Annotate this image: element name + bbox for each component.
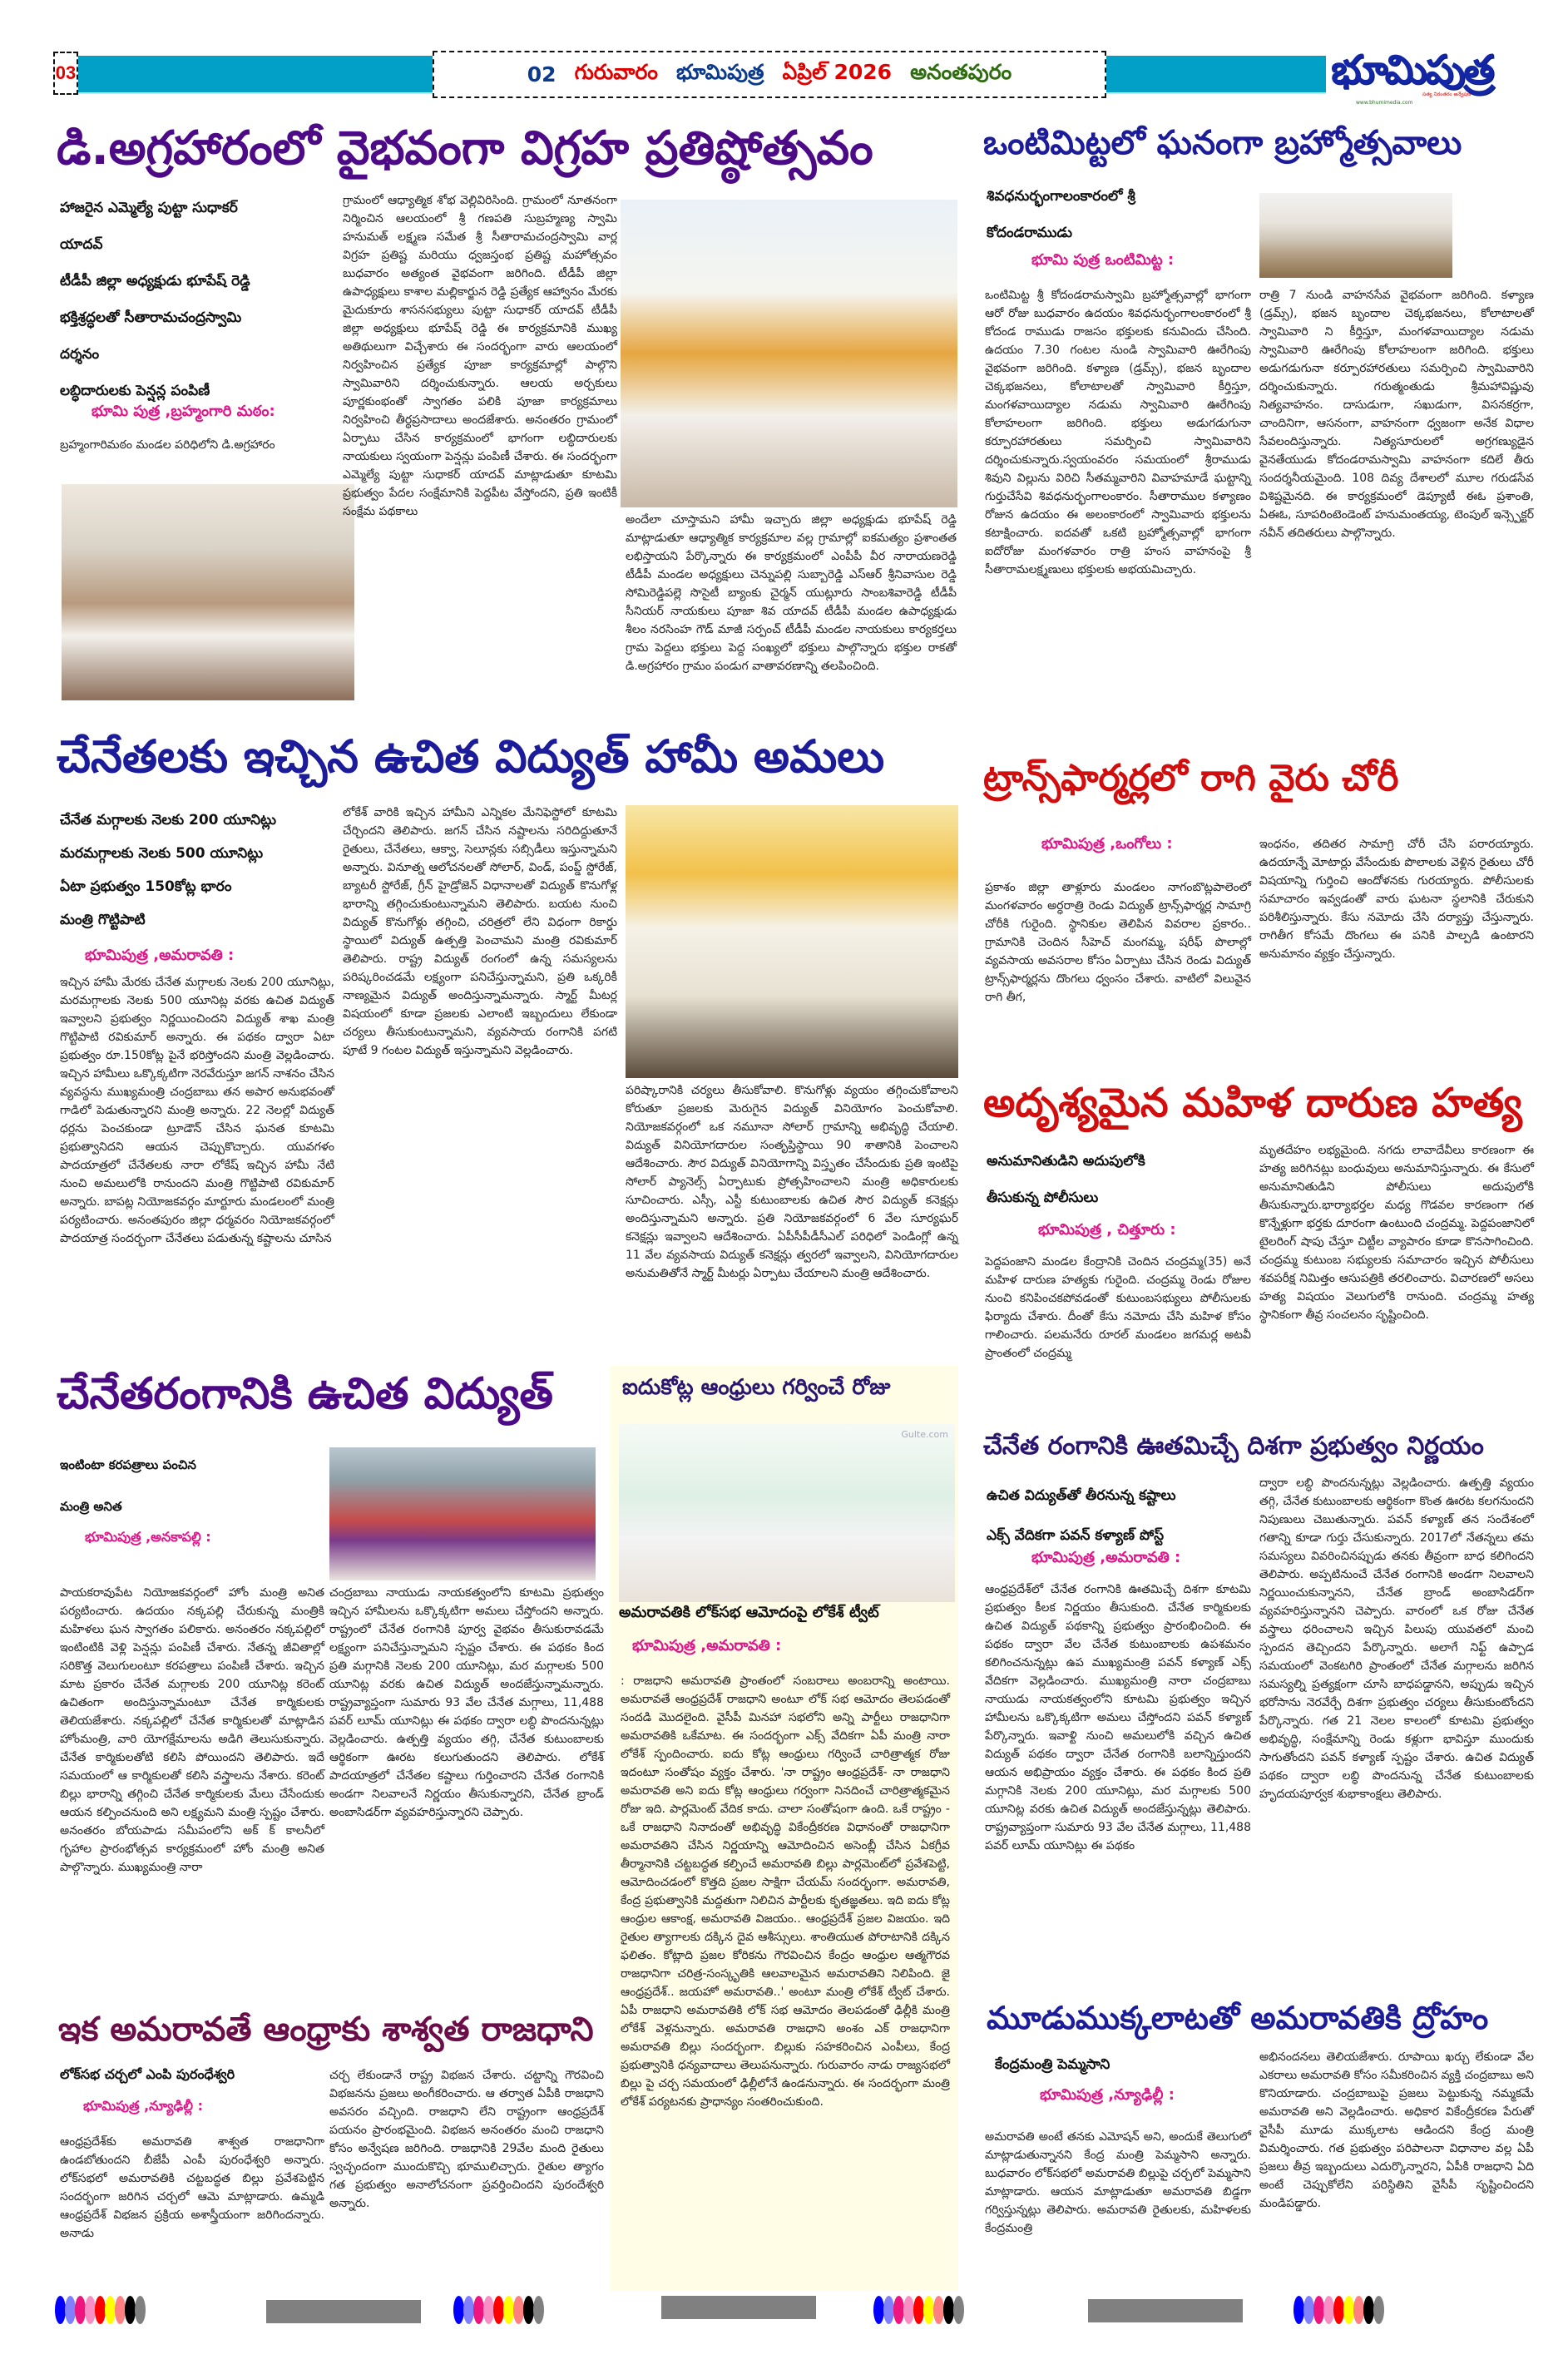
article-body: ఆంధ్రప్రదేశ్‌లో చేనేత రంగానికి ఊతమిచ్చే దిశగా కూటమి ప్రభుత్వం కీలక నిర్ణయం తీసుకుంది. చేనేత కార్మికులకు ఉచిత విద్యుత్ పథకాన్ని ప్రభుత్వం ప్రారంభించింది. ఈ పథకం ద్వారా వేల చేనేత కుటుంబాలకు ఉపశమనం కలిగించనున్నట్లు ఉప ముఖ్యమంత్రి పవన్ కళ్యాణ్ ఎక్స్ వేదికగా వెల్లడించారు. ముఖ్యమంత్రి నారా చంద్రబాబు నాయుడు నాయకత్వంలోని కూటమి ప్రభుత్వం ఇచ్చిన హామీలను ఒక్కొక్కటిగా అమలు చేస్తోందని పవన్ కళ్యాణ్ పేర్కొన్నారు. ఇవాళ్టి నుంచి అమలులోకి వచ్చిన ఉచిత విద్యుత్ పథకం ద్వారా చేనేత రంగానికి బలాన్నిస్తుందని ఆయన అభిప్రాయం వ్యక్తం చేశారు. ఈ పథకం కింద ప్రతి మగ్గానికి నెలకు 200 యూనిట్లు, మర మగ్గాలకు 500 యూనిట్ల వరకు ఉచిత విద్యుత్ అందజేస్తున్నట్లు తెలిపారు. రాష్ట్రవ్యాప్తంగా సుమారు 93 వేల చేనేత మగ్గాలు, 11,488 పవర్ లూమ్ యూనిట్లు ఈ పథకం — [985, 1583, 1251, 1852]
subhead: ఇంటింటా కరపత్రాలు పంచిన — [60, 1457, 196, 1472]
subhead: మంత్రి అనిత — [60, 1499, 122, 1514]
grey-bar-2 — [661, 2296, 816, 2319]
subhead: మరమగ్గాలకు నెలకు 500 యూనిట్లు — [60, 845, 264, 862]
article-body: పాయకరావుపేట నియోజకవర్గంలో హోం మంత్రి అనిత పర్యటించారు. ఉదయం నక్కపల్లి చేరుకున్న మంత్రికి మహిళలు ఘన స్వాగతం పలికారు. అనంతరం నక్కపల్లిలో ఇంటింటికి వెళ్లి పెన్షన్లు పంపిణీ చేశారు. నేతన్న జీవితాల్లో సరికొత్త వెలుగులంటూ కరపత్రాలు పంపిణీ చేశారు. ఇచ్చిన మాట ప్రకారం చేనేత మగ్గాలకు 200 యూనిట్ల కరెంట్ ఉచితంగా అందిస్తున్నామంటూ చేనేత కార్మికులకు తెలియజేశారు. నక్కపల్లిలో చేనేత కార్మికులతో మాట్లాడిన హోంమంత్రి, వారి యోగక్షేమాలను అడిగి తెలుసుకున్నారు. చేనేత కార్మికులతోటి కలిసి పోయిందని తెలిపారు. ఇదే సమయంలో ఆ కార్మికులతో కలిసి వస్త్రాలను నేశారు. కరెంట్ బిల్లు భారాన్ని తగ్గించి చేనేత కార్మికులకు మేలు చేసేందుకు ఆయన కల్పించనుంది అని లక్ష్యమని మంత్రి స్పష్టం చేశారు. అనంతరం బోయపాడు సమీపంలోని అక్ క్ కాలనీలో గృహాల ప్రారంభోత్సవ కార్యక్రమంలో హోం మంత్రి అనిత పాల్గొన్నారు. ముఖ్యమంత్రి నారా — [60, 1586, 324, 1874]
article-body: ఒంటిమిట్ట శ్రీ కోదండరామస్వామి బ్రహ్మోత్సవాల్లో భాగంగా ఆరో రోజు బుధవారం ఉదయం శివధనుర్భంగాలంకారంలో శ్రీ కోదండ రాముడు రాజసం భక్తులకు కనువిందు చేసింది. ఉదయం 7.30 గంటల నుండి స్వామివారి ఊరేగింపు వైభవంగా జరిగింది. కళ్యాణ (డ్రమ్స్), భజన బృందాల చెక్కభజనలు, కోలాటాలతో స్వామివారి కీర్తిస్తూ, మంగళవాయిద్యాల నడుమ స్వామివారి ఊరేగింపు కోలాహలంగా జరిగింది. భక్తులు అడుగడుగునా కర్పూరహారతులు సమర్పించి స్వామివారిని దర్శించుకున్నారు.స్వయంవరం సమయంలో శ్రీరాముడు శివుని విల్లును విరిచి సీతమ్మవారిని వివాహమాడే ఘట్టాన్ని గుర్తుచేసేవి శివధనుర్భంగాలంకారం. సీతారాముల కళ్యాణం రోజున ఉదయం ఈ అలంకారంలో స్వామివారు భక్తులను కటాక్షించారు. ఐదవతో ఒకటి బ్రహ్మోత్సవాల్లో భాగంగా ఐదోరోజు మంగళవారం రాత్రి హంస వాహనంపై శ్రీ సీతారామలక్ష్మణులు భక్తులకు అభయమిచ్చారు. — [985, 289, 1251, 576]
headline-woman-murder: అదృశ్యమైన మహిళ దారుణ హత్య — [983, 1080, 1522, 1126]
subheads-murder — [987, 1143, 1253, 1216]
article-lead: బ్రహ్మంగారిమఠం మండల పరిధిలోని డి.అగ్రహారం — [60, 438, 275, 452]
article-body: : రాజధాని అమరావతి ప్రాంతంలో సంబరాలు అంబరాన్ని అంటాయి. అమరావతే ఆంధ్రప్రదేశ్ రాజధాని అంటూ లోక్ సభ ఆమోదం తెలపడంతో సందడి మొదలైంది. వైసీపీ మినహా సభలోని అన్ని పార్టీలు రాజధానిగా అమరావతికి ఒకేమాట. ఈ సందర్భంగా ఎక్స్ వేదికగా ఏపీ మంత్రి నారా లోకేశ్ స్పందించారు. ఐదు కోట్ల ఆంధ్రులు గర్వించే చారిత్రాత్మక రోజు ఇదంటూ సంతోషం వ్యక్తం చేశారు. 'నా రాష్ట్రం ఆంధ్రప్రదేశ్- నా రాజధాని అమరావతి అని ఐదు కోట్ల ఆంధ్రులు గర్వంగా నినదించే చారిత్రాత్మకమైన రోజు ఇది. పార్లమెంట్ వేదిక కాదు. చాలా సంతోషంగా ఉంది. ఒకే రాష్ట్రం - ఒకే రాజధాని నినాదంతో అభివృద్ధి వికేంద్రీకరణ విధానంతో రాజధానిగా అమరావతిని చేసిన నిర్ణయాన్ని ఆమోదించిన అసెంబ్లీ చేసిన ఏకగ్రీవ తీర్మానానికి చట్టబద్ధత కల్పించే అమరావతి బిల్లు పార్లమెంట్‌లో ప్రవేశపెట్టి, ఆమోదించడంలో కొత్తది ప్రజల సాక్షిగా చేయమ్ సందర్భంగా. అమరావతి, కేంద్ర ప్రభుత్వానికి మద్దతుగా నిలిచిన పార్టీలకు కృతజ్ఞతలు. ఇది ఐదు కోట్ల ఆంధ్రుల ఆకాంక్ష, అమరావతి విజయం.. ఆంధ్రప్రదేశ్ ప్రజల విజయం. ఇది రైతుల త్యాగాలకు దక్కిన దైవ ఆశీస్సులు. శాంతియుత పోరాటానికి దక్కిన ఫలితం. కోట్లాది ప్రజల కోరికను గౌరవించిన కేంద్రం ఆంధ్రుల ఆత్మగౌరవ రాజధానిగా చరిత్ర-సంస్కృతికి ఆలవాలమైన అమరావతిని నిలిపింది. జై ఆంధ్రప్రదేశ్.. జయహో అమరావతి..' అంటూ మంత్రి లోకేశ్ ట్వీట్ చేశారు. ఏపీ రాజధాని అమరావతికి లోక్ సభ ఆమోదం తెలపడంతో ఢిల్లీకి మంత్రి లోకేశ్ వెళ్లనున్నారు. అమరావతి రాజధాని అంశం ఎక్ రాజధానిగా అమరావతి బిల్లు సందర్భంగా. బిల్లుకు సహకరించిన ఎంపీలు, కేంద్ర ప్రభుత్వానికి ధన్యవాదాలు తెలుపనున్నారు. గురువారం నాడు రాజ్యసభలో బిల్లు పై చర్చ సమయంలో ఢిల్లీలోనే ఉండనున్నారు. ఈ సందర్భంగా మంత్రి లోకేశ్ పర్యటనకు ప్రాధాన్యం సంతరించుకుంది. — [621, 1674, 950, 2109]
dateline-amaravati-lokesh: భూమిపుత్ర ,అమరావతి : — [632, 1637, 782, 1654]
headline-chenetharangam: చేనేతరంగానికి ఉచిత విద్యుత్ — [57, 1369, 553, 1419]
issue-edition: అనంతపురం — [910, 59, 1012, 84]
color-swatches-4 — [1293, 2296, 1383, 2324]
article-body: పెద్దపంజాని మండల కేంద్రానికి చెందిన చంద్రమ్మ(35) అనే మహిళ దారుణ హత్యకు గురైంది. చంద్రమ్మ రెండు రోజుల నుంచి కనిపించకపోవడంతో కుటుంబసభ్యులు పోలీసులకు ఫిర్యాదు చేశారు. దీంతో కేసు నమోదు చేసి మహిళ కోసం గాలించారు. పలమనేరు రూరల్ మండలం జగమర్ల అటవీ ప్రాంతంలో చంద్రమ్మ — [985, 1255, 1251, 1360]
color-swatch — [533, 2296, 544, 2324]
issue-month-year: ఏప్రిల్ 2026 — [782, 59, 893, 84]
color-swatches-3 — [873, 2296, 963, 2324]
article-body-col3: అందేలా చూస్తామని హామీ ఇచ్చారు జిల్లా అధ్యక్షుడు భూపేష్ రెడ్డి మాట్లాడుతూ ఆధ్యాత్మిక కార్యక్రమాల వల్ల గ్రామాల్లో ఐకమత్యం ప్రశాంతత లభిస్తాయని పేర్కొన్నారు ఈ కార్యక్రమంలో ఎంపీపీ వీర నారాయణరెడ్డి టీడీపీ మండల అధ్యక్షులు చెన్నుపల్లి సుబ్బారెడ్డి ఎస్ఆర్ శ్రీనివాసుల రెడ్డి సోమిరెడ్డిపల్లె సొసైటీ బ్యాంకు చైర్మన్ యుట్లూరు సాంబశివారెడ్డి టీడీపీ సీనియర్ నాయకులు పూజా శివ యాదవ్ టీడీపీ మండల ఉపాధ్యక్షుడు శీలం నరసింహ గౌడ్ మాజీ సర్పంచ్ టీడీపీ మండల నాయకులు కార్యకర్తలు గ్రామ పెద్దలు భక్తులు పెద్ద సంఖ్యలో భక్తులు పాల్గొన్నారు భక్తుల రాకతో డి.అగ్రహారం గ్రామం పండుగ వాతావరణాన్ని తలపించింది. — [626, 513, 957, 673]
photo-lokesh — [619, 1424, 955, 1602]
logo-wordmark: భూమిపుత్ర — [1331, 47, 1493, 93]
photo-minister-anitha — [329, 1447, 596, 1580]
article-body: అమరావతి అంటే తనకు ఎమోషన్ అని, అందుకే తెలుగులో మాట్లాడుతున్నానని కేంద్ర మంత్రి పెమ్మసాని అన్నారు. బుధవారం లోక్‌సభలో అమరావతి బిల్లుపై చర్చలో పెమ్మసాని మాట్లాడారు. ఆయన మాట్లాడుతూ అమరావతి బిడ్డగా గర్విస్తున్నట్లు తెలిపారు. అమరావతి రైతులకు, మహిళలకు కేంద్రమంత్రి — [985, 2130, 1251, 2235]
color-swatches-1 — [55, 2296, 145, 2324]
subhead: చేనేత మగ్గాలకు నెలకు 200 యూనిట్లు — [60, 812, 277, 828]
headline-transformer-theft: ట్రాన్స్‌ఫార్మర్లలో రాగి వైరు చోరీ — [983, 757, 1399, 799]
subheads-vontimitta — [987, 178, 1253, 251]
photo-idol-installation — [621, 200, 957, 507]
dateline-vontimitta: భూమి పుత్ర ఒంటిమిట్ట : — [1031, 251, 1175, 269]
color-swatch — [1373, 2296, 1384, 2324]
subhead: మంత్రి గొట్టిపాటి — [60, 912, 146, 928]
article-body: ఇచ్చిన హామీ మేరకు చేనేత మగ్గాలకు నెలకు 200 యూనిట్లు, మరమగ్గాలకు నెలకు 500 యూనిట్ల వరకు ఉచిత విద్యుత్ ఇవ్వాలని ప్రభుత్వం నిర్ణయించిందని విద్యుత్ శాఖ మంత్రి గొట్టిపాటి రవికుమార్ అన్నారు. ఈ పథకం ద్వారా ఏటా ప్రభుత్వం రూ.150కోట్ల పైనే భరిస్తోందని మంత్రి వెల్లడించారు. ఇచ్చిన హామీలు ఒక్కొక్కటిగా నెరవేరుస్తూ జగన్ నాశనం చేసిన వ్యవస్థను ముఖ్యమంత్రి చంద్రబాబు తన అపార అనుభవంతో గాడిలో పెడుతున్నారని మంత్రి అన్నారు. 22 నెలల్లో విద్యుత్ ధర్లను పెంచకుండా ట్రూడౌన్ చేసిన ఘనత కూటమి ప్రభుత్వానిదని ఆయన చెప్పుకొచ్చారు. యువగళం పాదయాత్రలో చేనేతలకు నారా లోకేష్ ఇచ్చిన హామీ నేటి నుంచి అమలులోకి రానుందని మంత్రి గొట్టిపాటి రవికుమార్ అన్నారు. బాపట్ల నియోజకవర్గం మార్టూరు మండలంలో మంత్రి పర్యటించారు. అనంతపురం జిల్లా ధర్మవరం నియోజకవర్గంలో పాదయాత్ర సందర్భంగా చేనేతలు పడుతున్న కష్టాలను చూసిన — [60, 976, 334, 1245]
subheads-chenetha — [60, 804, 334, 937]
subhead: ఉచిత విద్యుత్‌తో తీరనున్న కష్టాలు — [987, 1487, 1176, 1504]
headline-amaravati-capital: ఇక అమరావతే ఆంధ్రాకు శాశ్వత రాజధాని — [58, 2011, 594, 2049]
article-body: గ్రామంలో ఆధ్యాత్మిక శోభ వెల్లివిరిసింది. గ్రామంలో నూతనంగా నిర్మించిన ఆలయంలో శ్రీ గణపతి సుబ్రహ్మణ్య స్వామి హనుమత్ లక్ష్మణ సమేత శ్రీ సీతారామచంద్రస్వామి వార్ల విగ్రహ ప్రతిష్ట మరియు ధ్వజస్తంభ ప్రతిష్ట మహోత్సవం బుధవారం అత్యంత వైభవంగా జరిగింది. టీడీపీ జిల్లా ఉపాధ్యక్షులు కాశాల మల్లికార్జున రెడ్డి ప్రత్యేక ఆహ్వానం మేరకు మైదుకూరు శాసనసభ్యులు పుట్టా సుధాకర్ యాదవ్ టీడీపీ జిల్లా అధ్యక్షులు భూపేష్ రెడ్డి ఈ కార్యక్రమానికి ముఖ్య అతిథులుగా విచ్చేశారు ఈ సందర్భంగా వారు ఆలయంలో నిర్వహించిన ప్రత్యేక పూజా కార్యక్రమాల్లో పాల్గొని స్వామివారిని దర్శించుకున్నారు. ఆలయ అర్చకులు పూర్ణకుంభంతో స్వాగతం పలికి పూజా కార్యక్రమాలు నిర్వహించి తీర్థప్రసాదాలు అందజేశారు. అనంతరం గ్రామంలో ఏర్పాటు చేసిన కార్యక్రమంలో భాగంగా లబ్ధిదారులకు నాయకులు స్వయంగా పెన్షన్లు పంపిణీ చేశారు. ఈ సందర్భంగా ఎమ్మెల్యే పుట్టా సుధాకర్ యాదవ్ మాట్లాడుతూ కూటమి ప్రభుత్వం పేదల సంక్షేమానికి పెద్దపీట వేస్తోందని, ప్రతి ఇంటికీ సంక్షేమ పథకాలు — [343, 194, 617, 518]
photo-watermark: Gulte.com — [901, 1429, 948, 1440]
subhead: తీసుకున్న పోలీసులు — [987, 1190, 1099, 1206]
subhead: లబ్ధిదారులకు పెన్షన్ల పంపిణీ — [60, 383, 210, 399]
subheads-agraharam — [60, 190, 343, 409]
article-body-cont — [361, 486, 616, 710]
dateline-amaravati: భూమిపుత్ర ,అమరావతి : — [85, 947, 235, 964]
headline-chenetha-free-power: చేనేతలకు ఇచ్చిన ఉచిత విద్యుత్ హామీ అమలు — [57, 730, 885, 783]
photo-vontimitta-temple — [1259, 193, 1452, 278]
article-body: ఆంధ్రప్రదేశ్‌కు అమరావతి శాశ్వత రాజధానిగా ఉండబోతుందని బీజేపీ ఎంపీ పురంధేశ్వరి అన్నారు. లోక్‌సభలో అమరావతికి చట్టబద్ధత బిల్లు ప్రవేశపెట్టిన సందర్భంగా జరిగిన చర్చలో ఆమె మాట్లాడారు. ఉమ్మడి ఆంధ్రప్రదేశ్ విభజన ప్రక్రియ అశాస్త్రీయంగా జరిగిందన్నారు. అనాడు — [60, 2135, 324, 2240]
subhead: దర్శనం — [60, 346, 100, 363]
article-body: ప్రకాశం జిల్లా తాళ్లూరు మండలం నాగంబొట్లపాలెంలో మంగళవారం అర్ధరాత్రి రెండు విద్యుత్ ట్రాన్స్‌ఫార్మర్ల సామాగ్రి చోరీకి గురైంది. స్థానికుల తెలిపిన వివరాల ప్రకారం.. గ్రామానికి చెందిన సీహెచ్ మంగమ్మ, షరీఫ్ పొలాల్లో వ్యవసాయ అవసరాల కోసం ఏర్పాటు చేసిన రెండు విద్యుత్ ట్రాన్స్‌ఫార్మర్లను దొంగలు ధ్వంసం చేశారు. వాటిలో విలువైన రాగి తీగ, — [985, 881, 1251, 1004]
dateline-newdelhi: భూమిపుత్ర ,న్యూఢిల్లీ : — [83, 2098, 203, 2114]
subhead: టీడీపీ జిల్లా అధ్యక్షుడు భూపేష్ రెడ్డి — [60, 273, 250, 289]
photo-minister-rally — [626, 805, 958, 1078]
dateline-amaravati-pawan: భూమిపుత్ర ,అమరావతి : — [1031, 1549, 1181, 1566]
issue-paper-name: భూమిపుత్ర — [675, 59, 764, 84]
subhead: కోదండరాముడు — [987, 225, 1072, 241]
photo-pension-distribution — [62, 484, 354, 700]
headline-pawan-post: చేనేత రంగానికి ఊతమిచ్చే దిశగా ప్రభుత్వం నిర్ణయం — [983, 1432, 1484, 1461]
article-body-col2: ఇంధనం, తదితర సామాగ్రి చోరీ చేసి పరారయ్యారు. ఉదయాన్నే మోటార్లు వేసేందుకు పొలాలకు వెళ్లిన రైతులు చోరీ విషయాన్ని గుర్తించి ఆందోళనకు గురయ్యారు. పోలీసులకు సమాచారం ఇవ్వడంతో వారు ఘటనా స్థలానికి చేరుకుని పరిశీలిస్తున్నారు. కేసు నమోదు చేసి దర్యాప్తు చేస్తున్నారు. రాగితీగ కోసమే దొంగలు ఈ పనికి పాల్పడి ఉంటారని అనుమానం వ్యక్తం చేస్తున్నారు. — [1259, 838, 1534, 961]
headline-moodu-mukkalata: మూడుముక్కలాటతో అమరావతికి ద్రోహం — [987, 2000, 1489, 2036]
grey-bar-1 — [266, 2300, 421, 2323]
dateline-anakapalli: భూమిపుత్ర ,అనకాపల్లి : — [85, 1529, 211, 1545]
subhead: ఎక్స్ వేదికగా పవన్ కళ్యాణ్ పోస్ట్ — [987, 1527, 1165, 1544]
subhead: యాదవ్ — [60, 236, 103, 253]
subhead: హాజరైన ఎమ్మెల్యే పుట్టా సుధాకర్ — [60, 200, 238, 216]
color-swatch — [135, 2296, 146, 2324]
dateline-agraharam: భూమి పుత్ర ,బ్రహ్మంగారి మఠం: — [92, 403, 275, 420]
subhead: శివధనుర్భంగాలంకారంలో శ్రీ — [987, 188, 1135, 205]
grey-bar-3 — [1088, 2299, 1243, 2322]
photo-caption: అమరావతికి లోక్‌సభ ఆమోదంపై లోకేశ్ ట్వీట్ — [619, 1604, 879, 1621]
dateline-banner — [433, 51, 1106, 98]
issue-weekday: గురువారం — [574, 59, 658, 84]
subhead: భక్తిశ్రద్ధలతో సీతారామచంద్రస్వామి — [60, 309, 242, 326]
subhead: లోక్‌సభ చర్చలో ఎంపి పురంధేశ్వరి — [60, 2066, 235, 2082]
newspaper-logo — [1331, 48, 1556, 106]
logo-tagline: సత్య నిరంతరం అన్వేషణ — [1422, 92, 1472, 97]
color-swatch — [953, 2296, 964, 2324]
page-number: 03 — [53, 52, 78, 95]
article-body-col2: రాత్రి 7 నుండి వాహనసేవ వైభవంగా జరిగింది. కళ్యాణ (డ్రమ్స్), భజన బృందాల చెక్కభజనలు, కోలాటాలతో స్వామివారి ని కీర్తిస్తూ, మంగళవాయిద్యాల నడుమ స్వామివారి ఊరేగింపు కోలాహలంగా జరిగింది. భక్తులు అడుగడుగునా కర్పూరహారతులు సమర్పించి స్వామివారిని దర్శించుకున్నారు. గరుత్మంతుడు శ్రీమహావిష్ణువు నిత్యవాహనం. దాసుడుగా, సఖుడుగా, విసనకర్రగా, చాందినిగా, ఆసనంగా, వాహనంగా ధ్వజంగా అనేక విధాల సేవలందిస్తున్నారు. నిత్యసూరులలో అగ్రగణ్యుడైన వైనతేయుడు కోదండరామస్వామి వాహనంగా కదిలే తీరు సందర్శనీయమైంది. 108 దివ్య దేశాలలో మూల గరుడసేవ విశిష్టమైనది. ఈ కార్యక్రమంలో డెప్యూటీ ఈఓ ప్రశాంతి, ఏఈఓ, సూపరింటెండెంట్ హనుమంతయ్య, టెంపుల్ ఇన్స్పెక్టర్ నవీన్ తదితరులు పాల్గొన్నారు. — [1259, 289, 1534, 540]
kicker-lokesh: ఐదుకోట్ల ఆంధ్రులు గర్వించే రోజు — [622, 1375, 891, 1400]
article-body-col2: అభినందనలు తెలియజేశారు. రూపాయి ఖర్చు లేకుండా వేల ఎకరాలు అమరావతి కోసం సమీకరించిన వ్యక్తి చంద్రబాబు అని కొనియాడారు. చంద్రబాబుపై ప్రజలు పెట్టుకున్న నమ్మకమే అమరావతి అని వెల్లడించారు. అధికార వికేంద్రీకరణ పేరుతో వైసీపీ మూడు ముక్కలాట ఆడిందని కేంద్ర మంత్రి విమర్శించారు. గత ప్రభుత్వం పరిపాలనా విధానాల వల్ల ఏపీ ప్రజలు తీవ్ర ఇబ్బందులు ఎదుర్కొన్నారని, ఏపీకి రాజధాని ఏది అంటే చెప్పుకోలేని పరిస్థితిని వైసీపీ సృష్టించిందని మండిపడ్డారు. — [1259, 2050, 1534, 2210]
headline-vontimitta: ఒంటిమిట్టలో ఘనంగా బ్రహ్మోత్సవాలు — [983, 124, 1462, 162]
article-body-col3: పరిష్కారానికి చర్యలు తీసుకోవాలి. కొనుగోళ్లు వ్యయం తగ్గించుకోవాలని కోరుతూ ప్రజలకు మెరుగైన విద్యుత్ వినియోగం పెంచుకోవాలి. నియోజకవర్గంలో ఒక నమూనా సోలార్ గ్రామాన్ని అభివృద్ధి చేయాలి. విద్యుత్ వినియోగదారుల సంతృప్తిస్థాయి 90 శాతానికి పెంచాలని ఆదేశించారు. సౌర విద్యుత్ వినియోగాన్ని విస్తృతం చేసేందుకు ప్రతి ఇంటిపై సోలార్ ప్యానెల్స్ ఏర్పాటుకు ప్రోత్సహించాలని మంత్రి అధికారులకు సూచించారు. ఎస్సీ, ఎస్టీ కుటుంబాలకు ఉచిత సౌర విద్యుత్ కనెక్షన్లు అందిస్తున్నామని అన్నారు. ప్రతి నియోజకవర్గంలో 6 వేల సూర్యఘర్ కనెక్షన్లు ఇవ్వాలని ఆదేశించారు. ఏపీసీపీడీసీఎల్ పరిధిలో పెండింగ్లో ఉన్న 11 వేల వ్యవసాయ విద్యుత్ కనెక్షన్లు త్వరలో ఇవ్వాలని, వినియోగదారుల అనుమతితోనే స్మార్ట్ మీటర్లు ఏర్పాటు చేయాలని మంత్రి ఆదేశించారు. — [626, 1084, 958, 1280]
subhead: కేంద్రమంత్రి పెమ్మసాని — [995, 2056, 1110, 2073]
issue-day: 02 — [527, 62, 556, 87]
dateline-chittoor: భూమిపుత్ర , చిత్తూరు : — [1038, 1221, 1176, 1239]
dateline-ongole: భూమిపుత్ర ,ఒంగోలు : — [1041, 835, 1173, 853]
dateline-newdelhi-pemmasani: భూమిపుత్ర ,న్యూఢిల్లీ : — [1040, 2086, 1175, 2104]
article-body-col2: మృతదేహం లభ్యమైంది. నగదు లావాదేవీలు కారణంగా ఈ హత్య జరిగినట్లు బంధువులు అనుమానిస్తున్నారు. ఈ కేసులో అనుమానితుడిని పోలీసులు అదుపులోకి తీసుకున్నారు.భార్యాభర్తల మధ్య గొడవల కారణంగా గత కొన్నేళ్లుగా భర్తకు దూరంగా ఉంటుంది చంద్రమ్మ. పెద్దపంజానిలో టైలరింగ్ షాపు చేస్తూ చిట్టీల వ్యాపారం కూడా కొనసాగించింది. చంద్రమ్మ కుటుంబ సభ్యులకు సమాచారం ఇచ్చిన పోలీసులు శవపరీక్ష నిమిత్తం ఆసుపత్రికి తరలించారు. విచారణలో అసలు హత్య విషయం వెలుగులోకి రానుంది. చంద్రమ్మ హత్య స్థానికంగా తీవ్ర సంచలనం సృష్టించింది. — [1259, 1144, 1534, 1322]
article-body-col2: లోకేశ్ వారికి ఇచ్చిన హామీని ఎన్నికల మేనిఫెస్టోలో కూటమి చేర్చిందని తెలిపారు. జగన్ చేసిన నష్టాలను సరిదిద్దుతూనే రైతులు, చేనేతలు, ఆక్వా, సెలూన్లకు సబ్సిడీలు ఇస్తున్నామని అన్నారు. వినూత్న ఆలోచనలతో సోలార్, విండ్, పంప్డ్ స్టోరేజ్, బ్యాటరీ స్టోరేజ్, గ్రీన్ హైడ్రోజెన్ విధానాలతో విద్యుత్ కొనుగోళ్ల భారాన్ని తగ్గించుకుంటున్నామని తెలిపారు. బయట నుంచి విద్యుత్ కొనుగోళ్లు తగ్గించి, చరిత్రలో లేని విధంగా రికార్డు స్థాయిలో విద్యుత్ ఉత్పత్తి పెంచామని మంత్రి రవికుమార్ తెలిపారు. రాష్ట్ర విద్యుత్ రంగంలో ఉన్న సమస్యలను పరిష్కరించడమే లక్ష్యంగా పనిచేస్తున్నామని, ప్రతి ఒక్కరికీ నాణ్యమైన విద్యుత్ అందిస్తున్నామన్నారు. స్మార్ట్ మీటర్ల విషయంలో కూడా ప్రజలకు ఎలాంటి ఇబ్బందులు లేకుండా చర్యలు తీసుకుంటున్నామని, వ్యవసాయ రంగానికి పగటి పూటే 9 గంటల విద్యుత్ ఇస్తున్నామని వెల్లడించారు. — [343, 806, 617, 1057]
headline-agraharam: డి.అగ్రహారంలో వైభవంగా విగ్రహ ప్రతిష్ఠోత్సవం — [57, 121, 873, 176]
subheads-pawan — [987, 1476, 1253, 1556]
logo-url: www.bhumimedia.com — [1356, 100, 1413, 106]
article-body-col2: చంద్రబాబు నాయుడు నాయకత్వంలోని కూటమి ప్రభుత్వం ఇచ్చిన హామీలను ఒక్కొక్కటిగా అమలు చేస్తోందని అన్నారు. రాష్ట్రంలో చేనేత రంగానికి పూర్వ వైభవం తీసుకురావడమే లక్ష్యంగా పనిచేస్తున్నామని స్పష్టం చేశారు. ఈ పథకం కింద ప్రతి మగ్గానికి నెలకు 200 యూనిట్లు, మర మగ్గాలకు 500 యూనిట్ల వరకు ఉచిత విద్యుత్ అందజేస్తున్నామన్నారు. రాష్ట్రవ్యాప్తంగా సుమారు 93 వేల చేనేత మగ్గాలు, 11,488 పవర్ లూమ్ యూనిట్లు ఈ పథకం ద్వారా లబ్ధి పొందనున్నట్లు వెల్లడించారు. ఉత్పత్తి వ్యయం తగ్గి, చేనేత కుటుంబాలకు ఆర్థికంగా ఊరట కలుగుతుందని తెలిపారు. లోకేశ్ పాదయాత్రలో చేనేతల కష్టాలు గుర్తించారని చేనేత రంగానికి అండగా నిలవాలనే నిర్ణయం తీసుకున్నారని, చేనేత బ్రాండ్ అంబాసిడర్‌గా వ్యవహరిస్తున్నారని చెప్పారు. — [329, 1586, 604, 1819]
subhead: అనుమానితుడిని అదుపులోకి — [987, 1153, 1145, 1170]
subheads-chenetharangam — [60, 1444, 309, 1527]
article-body-col2: చర్చ లేకుండానే రాష్ట్ర విభజన చేశారు. చట్టాన్ని గౌరవించి విభజనను ప్రజలు అంగీకరించారు. ఆ తర్వాత ఏపీకి రాజధాని అవసరం వచ్చింది. రాజధాని లేని రాష్ట్రంగా ఆంధ్రప్రదేశ్ పయనం ప్రారంభమైంది. విభజన అనంతరం మంచి రాజధాని కోసం అన్వేషణ జరిగింది. రాజధానికి 29వేల మంది రైతులు స్వచ్ఛందంగా ముందుకొచ్చి భూములిచ్చారు. రైతుల త్యాగం గత ప్రభుత్వం అనాలోచనంగా ప్రవర్తించిందని పురందేశ్వరి అన్నారు. — [329, 2069, 604, 2210]
subhead: ఏటా ప్రభుత్వం 150కోట్ల భారం — [60, 878, 232, 895]
article-body-col2: ద్వారా లబ్ధి పొందనున్నట్లు వెల్లడించారు. ఉత్పత్తి వ్యయం తగ్గి, చేనేత కుటుంబాలకు ఆర్థికంగా కొంత ఊరట కలగనుందని నిపుణులు చెబుతున్నారు. పవన్ కళ్యాణ్ తన సందేశంలో గతాన్ని కూడా గుర్తు చేసుకున్నారు. 2017లో నేతన్నలు తమ సమస్యలు వివరించినప్పుడు తనకు తీవ్రంగా బాధ కలిగిందని తెలిపారు. అప్పటినుంచే చేనేత రంగానికి అండగా నిలవాలని నిర్ణయించుకున్నానని, చేనేత బ్రాండ్ అంబాసిడర్‌గా వ్యవహరిస్తున్నానని చెప్పారు. వారంలో ఒక రోజు చేనేత వస్త్రాలు ధరించాలని ఇచ్చిన పిలుపు యువతలో మంచి స్పందన తెచ్చిందని పేర్కొన్నారు. అలాగే నిఫ్ట్ ఉప్పాడ సమయంలో వెంకటగిరి ప్రాంతంలో చేనేత మగ్గాలను జరిగిన సమస్యల్ని ప్రత్యక్షంగా చూసి బాధపడ్డానని, అప్పుడు ఇచ్చిన భరోసాను నెరవేర్చే దిశగా ప్రభుత్వం చర్యలు తీసుకుంటోందని పేర్కొన్నారు. గత 21 నెలల కాలంలో కూటమి ప్రభుత్వం అభివృద్ధి, సంక్షేమాన్ని రెండు కళ్లుగా భావిస్తూ ముందుకు సాగుతోందని పవన్ కళ్యాణ్ స్పష్టం చేశారు. ఉచిత విద్యుత్ పథకం ద్వారా లబ్ధి పొందనున్న చేనేత కుటుంబాలకు హృదయపూర్వక శుభాకాంక్షలు తెలిపారు. — [1259, 1476, 1534, 1801]
color-swatches-2 — [453, 2296, 543, 2324]
